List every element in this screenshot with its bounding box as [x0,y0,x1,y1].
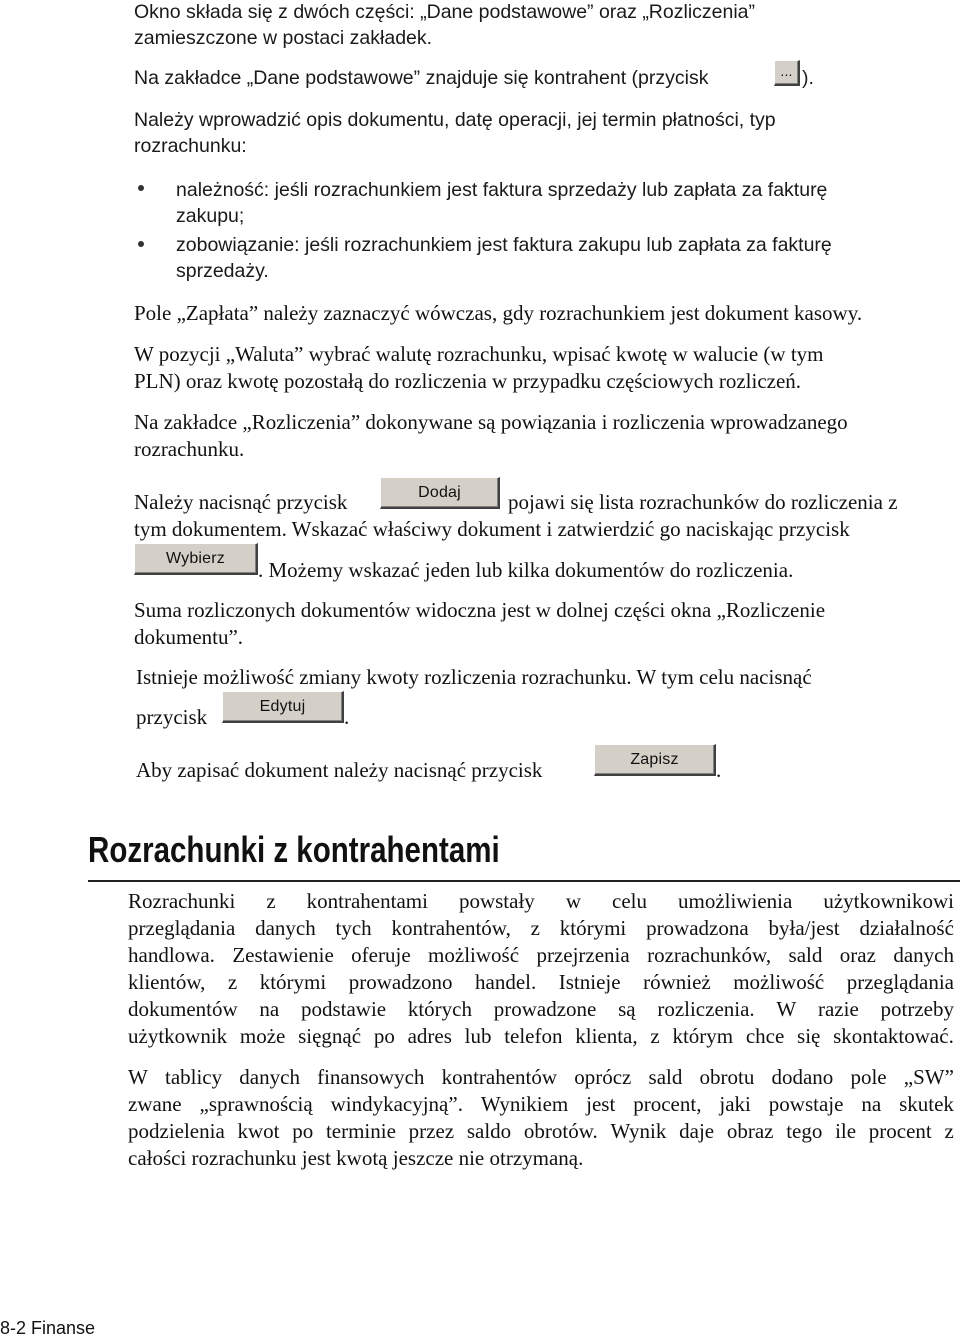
word: handlowa. [128,943,215,967]
word: z [266,889,276,913]
word: Wynik [610,1119,667,1143]
word: może [239,1024,286,1048]
bullet-2-line-2: sprzedaży. [176,260,269,282]
intro-line-1: Okno składa się z dwóch części: „Dane podstawowe” oraz „Rozliczenia” [134,1,756,23]
word: W [128,1065,148,1089]
word: z [227,970,238,994]
word: się [797,1024,821,1048]
word: na [259,997,280,1021]
word: sald [648,1065,683,1089]
word: W [776,997,797,1021]
word: sięgnąć [298,1024,362,1048]
word: skontaktować. [833,1024,954,1048]
word: celu [612,889,647,913]
paragraph-rozliczenia-2: rozrachunku. [134,437,245,461]
word: Wynikiem [480,1092,569,1116]
word: przeglądania [128,916,236,940]
intro-line-2: zamieszczone w postaci zakładek. [134,27,433,49]
text-line [128,915,954,942]
page-footer: 8-2 Finanse [0,1318,96,1338]
word: rozrachunków, [647,943,772,967]
word: danych [893,943,954,967]
word: oraz [839,943,876,967]
word: saldo [466,1119,512,1143]
word: danych [255,916,316,940]
word: dokumentów [128,997,238,1021]
word: obraz [726,1119,774,1143]
word: klientów, [128,970,206,994]
section-paragraph-2 [128,1064,954,1172]
word: przejrzenia [536,943,630,967]
bullet-1-line-1: należność: jeśli rozrachunkiem jest faktura sprzedaży lub zapłata za fakturę [176,179,828,201]
text-line [128,1023,954,1050]
section-heading: Rozrachunki z kontrahentami [88,829,500,870]
bullet-1-line-2: zakupu; [176,205,245,227]
dodaj-button[interactable]: Dodaj [380,477,500,509]
word: tablicy [164,1065,223,1089]
word: telefon [504,1024,563,1048]
word: prowadzona [646,916,749,940]
word: użytkownik [128,1024,228,1048]
word: działalność [859,916,954,940]
word: razie [817,997,859,1021]
word: „SW” [903,1065,954,1089]
word: obrotu [699,1065,755,1089]
word: na [861,1092,882,1116]
word: potrzeby [880,997,954,1021]
intro-line-3 [134,64,708,92]
word: tych [335,916,372,940]
word: podzielenia [128,1119,225,1143]
word: Istnieje [558,970,621,994]
word: terminie [325,1119,396,1143]
word: obrotów. [523,1119,598,1143]
word: finansowych [317,1065,425,1089]
paragraph-waluta-1: W pozycji „Waluta” wybrać walutę rozrachunku, wpisać kwotę w walucie (w tym [134,342,824,366]
word: powstały [458,889,535,913]
word: którymi [259,970,327,994]
word: możliwość [428,943,520,967]
word: windykacyjną”. [330,1092,463,1116]
word: którymi [559,916,627,940]
word: kontrahentów [441,1065,558,1089]
edytuj-button[interactable]: Edytuj [222,691,344,723]
word: których [407,997,472,1021]
intro-line-3-end: ). [802,67,814,89]
ellipsis-button[interactable]: ... [774,60,800,86]
word: chce [745,1024,785,1048]
paragraph-dodaj-end: pojawi się lista rozrachunków do rozliczenia z [508,490,898,514]
word: rozliczenia. [657,997,755,1021]
word: po [292,1119,314,1143]
word: Zestawienie [232,943,334,967]
word: są [618,997,636,1021]
word: oprócz [574,1065,632,1089]
word: „sprawnością [199,1092,313,1116]
paragraph-dodaj-start: Należy nacisnąć przycisk [134,490,348,514]
word: daje [679,1119,715,1143]
word: dodano [771,1065,834,1089]
paragraph-zapisz-end: . [716,758,722,782]
text-line [128,1118,954,1145]
word: Rozrachunki [128,889,236,913]
text-line [128,996,954,1023]
word: lub [464,1024,492,1048]
text-line [128,942,954,969]
word: umożliwienia [678,889,793,913]
paragraph-edytuj-1: Istnieje możliwość zmiany kwoty rozliczenia rozrachunku. W tym celu nacisnąć [136,665,812,689]
paragraph-suma-1: Suma rozliczonych dokumentów widoczna jest w dolnej części okna „Rozliczenie [134,598,826,622]
word: po [373,1024,395,1048]
text-line [128,1064,954,1091]
intro-line-5: rozrachunku: [134,135,247,157]
wybierz-button[interactable]: Wybierz [134,543,258,575]
bullet-marker [138,241,144,247]
section-paragraph-1 [128,888,954,1050]
word: z [650,1024,660,1048]
word: klienta, [575,1024,638,1048]
text-line [128,1091,954,1118]
word: adres [407,1024,452,1048]
word: kwot [237,1119,280,1143]
bullet-2-line-1: zobowiązanie: jeśli rozrachunkiem jest faktura zakupu lub zapłata za fakturę [176,234,832,256]
word: skutek [899,1092,954,1116]
word: oferuje [351,943,411,967]
paragraph-wybierz: . Możemy wskazać jeden lub kilka dokumentów do rozliczenia. [258,558,794,582]
text-line [128,1145,954,1172]
word: całości rozrachunku jest kwotą jeszcze nie otrzymaną. [128,1146,584,1170]
word: była/jest [768,916,840,940]
zapisz-button[interactable]: Zapisz [594,744,716,776]
paragraph-waluta-2: PLN) oraz kwotę pozostałą do rozliczenia w przypadku częściowych rozliczeń. [134,369,802,393]
text-line [128,969,954,996]
word: kontrahentów, [391,916,511,940]
paragraph-dodaj-2: tym dokumentem. Wskazać właściwy dokument i zatwierdzić go naciskając przycisk [134,517,850,541]
paragraph-rozliczenia-1: Na zakładce „Rozliczenia” dokonywane są powiązania i rozliczenia wprowadzanego [134,410,848,434]
word: tego [786,1119,823,1143]
word: z [530,916,540,940]
word: jaki [719,1092,751,1116]
word: powstaje [768,1092,844,1116]
word: z [944,1119,954,1143]
word: ile [835,1119,857,1143]
word: którym [672,1024,734,1048]
word: możliwość [733,970,825,994]
word: kontrahentami [306,889,428,913]
paragraph-edytuj-start: przycisk [136,705,208,729]
paragraph-suma-2: dokumentu”. [134,625,244,649]
word: podstawie [300,997,387,1021]
word: zwane [128,1092,182,1116]
word: sald [788,943,823,967]
intro-line-4: Należy wprowadzić opis dokumentu, datę operacji, jej termin płatności, typ [134,109,776,131]
word: procent [868,1119,932,1143]
paragraph-edytuj-end: . [344,705,350,729]
word: przeglądania [846,970,954,994]
paragraph-zaplata: Pole „Zapłata” należy zaznaczyć wówczas, gdy rozrachunkiem jest dokument kasowy. [134,301,863,325]
bullet-marker [138,185,144,191]
word: przez [408,1119,455,1143]
word: prowadzone [493,997,597,1021]
word: handel. [475,970,537,994]
text-line [128,888,954,915]
word: danych [239,1065,300,1089]
word: pole [850,1065,887,1089]
word: prowadzono [348,970,453,994]
intro-line-3-text: Na zakładce „Dane podstawowe” znajduje się kontrahent (przycisk [134,67,709,89]
paragraph-zapisz: Aby zapisać dokument należy nacisnąć przycisk [136,758,543,782]
word: w [565,889,581,913]
heading-rule [88,880,960,882]
word: jest [586,1092,616,1116]
word: użytkownikowi [823,889,954,913]
word: procent, [633,1092,702,1116]
word: również [643,970,711,994]
